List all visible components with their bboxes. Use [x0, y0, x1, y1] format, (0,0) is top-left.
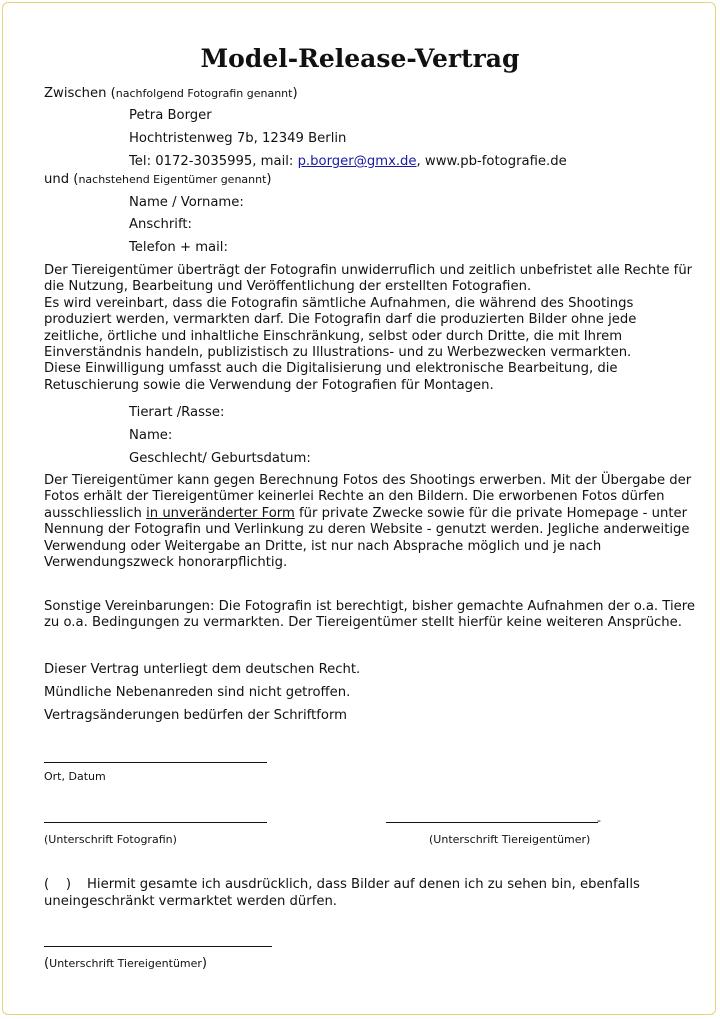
- animal-breed-field: Tierart /Rasse:: [129, 405, 225, 420]
- paragraph-line: zu o.a. Bedingungen zu vermarkten. Der Tiereigentümer stellt hierfür keine weiteren Ansprüche.: [44, 615, 682, 631]
- paragraph-line: Verwendung oder Weitergabe an Dritte, ist nur nach Absprache möglich und je nach: [44, 538, 602, 554]
- paragraph-line: Verwendungszweck honorarpflichtig.: [44, 555, 288, 571]
- closing-law: Dieser Vertrag unterliegt dem deutschen Recht.: [44, 662, 361, 677]
- owner-phone-field: Telefon + mail:: [129, 240, 228, 255]
- place-date-line: [44, 762, 267, 763]
- rights-paragraph: [44, 263, 692, 394]
- paragraph-line: Fotos erhält der Tiereigentümer keinerlei Rechte an den Bildern. Die erworbenen Fotos dürfen: [44, 489, 665, 505]
- closing-oral: Mündliche Nebenanreden sind nicht getroffen.: [44, 685, 351, 700]
- purchase-paragraph: [44, 473, 691, 571]
- photographer-contact: [129, 154, 567, 170]
- paragraph-line: Der Tiereigentümer überträgt der Fotografin unwiderruflich und zeitlich unbefristet alle Rechte für: [44, 263, 693, 278]
- paragraph-line: zeitliche, örtliche und inhaltliche Einschränkung, selbst oder durch Dritte, die mit Ihrem: [44, 328, 623, 344]
- party2-intro-word: und: [44, 172, 70, 187]
- owner-address-field: Anschrift:: [129, 217, 192, 232]
- owner-line-end: -: [597, 814, 601, 827]
- paragraph-line: Sonstige Vereinbarungen: Die Fotografin ist berechtigt, bisher gemachte Aufnahmen der o.a. Tiere: [44, 599, 695, 614]
- final-close-paren: ): [201, 956, 208, 971]
- animal-name-field: Name:: [129, 428, 173, 443]
- paragraph-line: produziert werden, vermarkten darf. Die Fotografin darf die produzierten Bilder ohne jede: [44, 312, 637, 328]
- consent-line: Hiermit gesamte ich ausdrücklich, dass Bilder auf denen ich zu sehen bin, ebenfalls: [87, 877, 640, 892]
- consent-line: uneingeschränkt vermarktet werden dürfen.: [44, 894, 337, 909]
- owner-name-field: Name / Vorname:: [129, 195, 244, 210]
- contact-suffix: , www.pb-fotografie.de: [416, 154, 567, 169]
- paragraph-line: Der Tiereigentümer kann gegen Berechnung Fotos des Shootings erwerben. Mit der Übergabe der: [44, 473, 692, 488]
- consent-checkbox[interactable]: ( ): [44, 877, 72, 892]
- party1-intro-note: nachfolgend Fotografin genannt: [115, 87, 293, 100]
- closing-written: Vertragsänderungen bedürfen der Schriftform: [44, 708, 347, 723]
- party1-intro: [44, 86, 298, 102]
- paragraph-line: Retuschierung sowie die Verwendung der Fotografien für Montagen.: [44, 377, 494, 393]
- final-signature-line: [44, 946, 272, 947]
- photographer-address: Hochtristenweg 7b, 12349 Berlin: [129, 131, 347, 146]
- paragraph-line: Einverständnis handeln, publizistisch zu Illustrations- und zu Werbezwecken vermarkten.: [44, 345, 632, 361]
- line3-pre: ausschliesslich: [44, 505, 147, 521]
- photographer-signature-label: (Unterschrift Fotografin): [44, 833, 177, 846]
- final-signature-label: [44, 956, 207, 972]
- party1-intro-note-wrap: (nachfolgend Fotografin genannt): [110, 86, 298, 101]
- paragraph-line: die Nutzung, Bearbeitung und Veröffentlichung der erstellten Fotografien.: [44, 279, 532, 295]
- party2-intro-note-wrap: (nachstehend Eigentümer genannt): [73, 172, 272, 187]
- final-open-paren: (: [44, 956, 50, 971]
- paragraph-line: Diese Einwilligung umfasst auch die Digitalisierung und elektronische Bearbeitung, die: [44, 361, 618, 377]
- owner-signature-label: (Unterschrift Tiereigentümer): [429, 833, 591, 846]
- line3-post: für private Zwecke sowie für die private Homepage - unter: [294, 505, 688, 521]
- other-agreements-paragraph: [44, 599, 695, 632]
- party2-intro: [44, 172, 272, 188]
- paragraph-line: [44, 506, 691, 522]
- animal-sex-birthdate-field: Geschlecht/ Geburtsdatum:: [129, 451, 311, 466]
- contact-prefix: Tel: 0172-3035995, mail:: [129, 154, 298, 169]
- photographer-signature-line: [44, 822, 267, 823]
- photographer-name: Petra Borger: [129, 108, 212, 123]
- underlined-phrase: in unveränderter Form: [146, 505, 295, 521]
- place-date-label: Ort, Datum: [44, 770, 106, 783]
- final-label-text: Unterschrift Tiereigentümer: [49, 957, 202, 970]
- paragraph-line: Es wird vereinbart, dass die Fotografin sämtliche Aufnahmen, die während des Shootings: [44, 295, 634, 311]
- party1-intro-word: Zwischen: [44, 86, 107, 101]
- document-title: Model-Release-Vertrag: [200, 44, 520, 73]
- paragraph-line: Nennung der Fotografin und Verlinkung zu deren Website - genutzt werden. Jegliche anderweitige: [44, 522, 690, 538]
- email-link[interactable]: p.borger@gmx.de: [297, 154, 417, 169]
- owner-signature-line: [386, 822, 598, 823]
- party2-intro-note: nachstehend Eigentümer genannt: [78, 173, 267, 186]
